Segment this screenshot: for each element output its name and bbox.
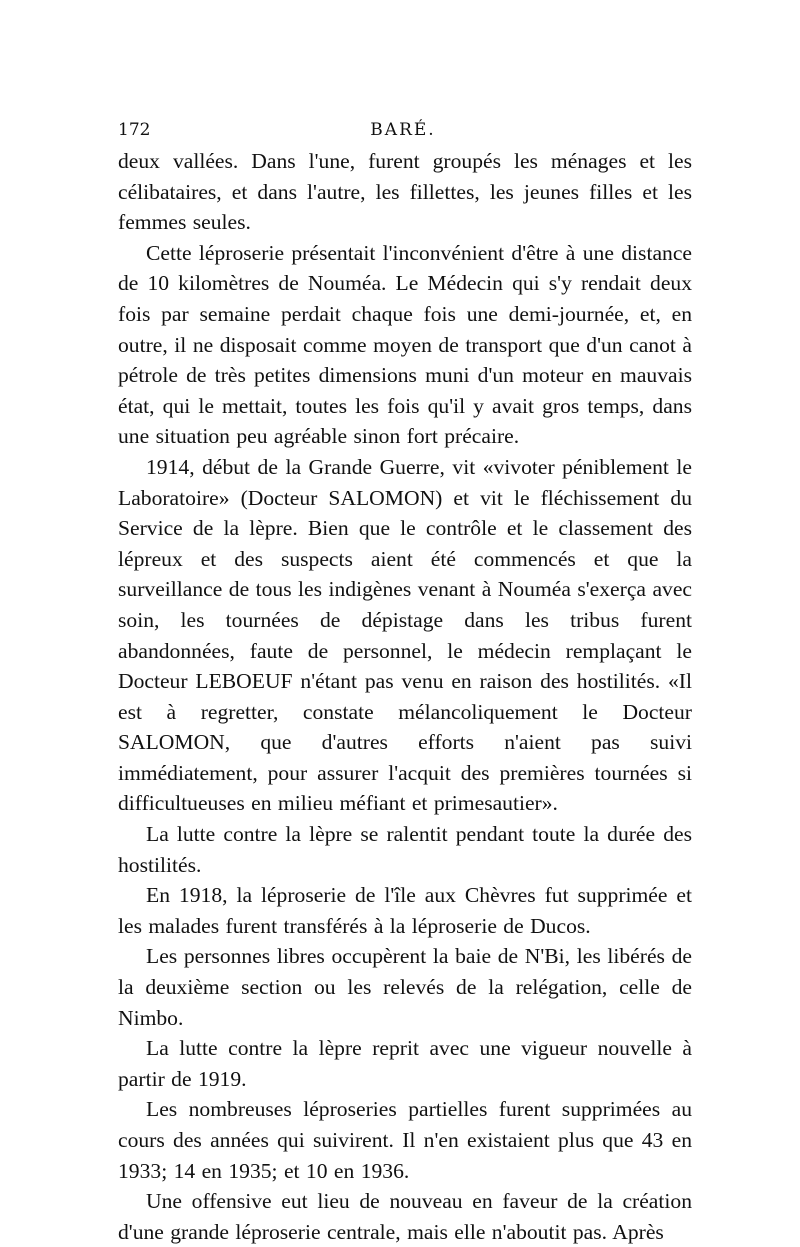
paragraph-1919: La lutte contre la lèpre reprit avec une vigueur nouvelle à partir de 1919. xyxy=(118,1036,692,1091)
running-title: BARÉ. xyxy=(370,120,436,140)
body-text xyxy=(118,146,692,1247)
paragraph-offensive: Une offensive eut lieu de nouveau en faveur de la création d'une grande léproserie centrale, mais elle n'aboutit pas. Après xyxy=(118,1189,692,1244)
paragraph-leproseries-supprimees: Les nombreuses léproseries partielles furent supprimées au cours des années qui suivirent. Il n'en existaient plus que 43 en 1933; 14 en 1935; et 10 en 1936. xyxy=(118,1097,692,1183)
page-number: 172 xyxy=(118,120,151,140)
paragraph-1918: En 1918, la léproserie de l'île aux Chèvres fut supprimée et les malades furent transférés à la léproserie de Ducos. xyxy=(118,883,692,938)
paragraph-lutte-ralentit: La lutte contre la lèpre se ralentit pendant toute la durée des hostilités. xyxy=(118,822,692,877)
paragraph-personnes-libres: Les personnes libres occupèrent la baie de N'Bi, les libérés de la deuxième section ou les relevés de la relégation, celle de Nimbo. xyxy=(118,944,692,1030)
running-head xyxy=(118,120,688,148)
paragraph-leproserie-distance: Cette léproserie présentait l'inconvénient d'être à une distance de 10 kilomètres de Nouméa. Le Médecin qui s'y rendait deux fois par semaine perdait chaque fois une demi-journée, et, en outre, il ne disposait comme moyen de transport que d'un canot à pétrole de très petites dimensions muni d'un moteur en mauvais état, qui le mettait, toutes les fois qu'il y avait gros temps, dans une situation peu agréable sinon fort précaire. xyxy=(118,240,692,449)
paragraph-continuation: deux vallées. Dans l'une, furent groupés les ménages et les célibataires, et dans l'autre, les fillettes, les jeunes filles et les femmes seules. xyxy=(118,149,692,235)
paragraph-grande-guerre: 1914, début de la Grande Guerre, vit «vivoter péniblement le Laboratoire» (Docteur SALOMON) et vit le fléchissement du Service de la lèpre. Bien que le contrôle et le classement des lépreux et des suspects aient été commencés et que la surveillance de tous les indigènes venant à Nouméa s'exerça avec soin, les tournées de dépistage dans les tribus furent abandonnées, faute de personnel, le médecin remplaçant le Docteur LEBOEUF n'étant pas venu en raison des hostilités. «Il est à regretter, constate mélancoliquement le Docteur SALOMON, que d'autres efforts n'aient pas suivi immédiatement, pour assurer l'acquit des premières tournées si difficultueuses en milieu méfiant et primesautier». xyxy=(118,454,692,816)
